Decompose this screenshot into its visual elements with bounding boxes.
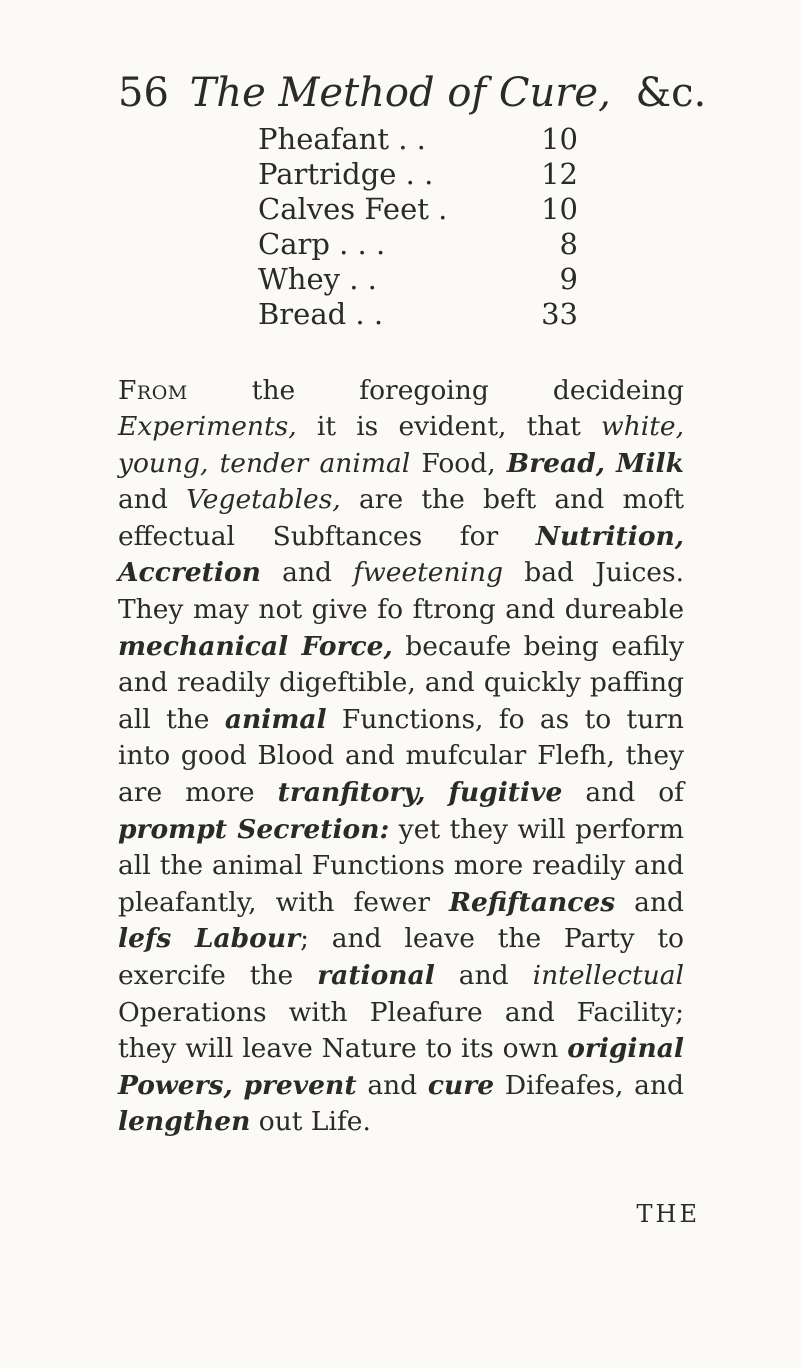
emphasis: tranfitory, (277, 777, 426, 809)
text-run: are the beft and moft effectual Subftances for (118, 484, 685, 552)
text-run: and (118, 484, 187, 516)
emphasis: fweetening (353, 557, 504, 589)
emphasis: fugitive (448, 777, 563, 809)
text-run: ; and leave the Party to exercife the (118, 923, 684, 991)
emphasis: mechanical Force, (118, 630, 393, 662)
running-title: The Method of Cure, (189, 70, 611, 116)
emphasis: Accretion (118, 557, 261, 589)
text-run: out Life. (250, 1106, 371, 1138)
text-run: bad Juices. They may not give fo ftrong and dureable (118, 557, 684, 626)
table-item: Calves Feet . (258, 192, 448, 226)
emphasis: prevent (243, 1069, 357, 1101)
body-paragraph (118, 373, 684, 1141)
running-title-etc: &c. (635, 70, 707, 116)
table-item: Carp . . . (258, 227, 386, 261)
emphasis: Nutrition, (535, 520, 684, 552)
emphasis: original Powers, (118, 1033, 684, 1101)
table-item: Whey . . (258, 262, 377, 296)
table-value: 10 (541, 192, 578, 226)
text-run: becaufe being eafily and readily digeftible, and quickly paffing all the (118, 630, 684, 735)
text-run: and of (562, 777, 684, 809)
text-run: Difeafes, and (494, 1069, 684, 1101)
emphasis: prompt Secretion: (118, 813, 390, 845)
table-row (258, 262, 578, 297)
lead-word: From (118, 374, 188, 406)
table-item: Pheafant . . (258, 122, 426, 156)
text-run: the foregoing decideing (187, 374, 684, 406)
table-value: 9 (559, 262, 578, 296)
emphasis: Refiftances (449, 886, 616, 918)
text-run: and (260, 557, 354, 589)
emphasis: lengthen (118, 1106, 251, 1138)
table-row (258, 122, 578, 157)
emphasis: Bread, (506, 447, 605, 479)
text-run (233, 1070, 244, 1101)
table-item: Partridge . . (258, 157, 434, 191)
table-value: 33 (541, 297, 578, 331)
emphasis: rational (317, 960, 435, 991)
emphasis: Milk (616, 447, 684, 479)
table-row (258, 157, 578, 192)
text-run: yet they will perform all the animal Functions more readily and pleafantly, with fewer (118, 813, 684, 918)
table-value: 12 (541, 157, 578, 191)
emphasis: Experiments, (118, 411, 297, 443)
table-row (258, 227, 578, 262)
emphasis: cure (427, 1069, 495, 1101)
text-run (605, 448, 616, 479)
text-run: Operations with Pleafure and Facility; they will leave Nature to its own (118, 996, 684, 1065)
text-run (426, 777, 449, 808)
text-run: and (615, 886, 684, 918)
text-run: it is evident, that (296, 411, 602, 443)
emphasis: lefs Labour (118, 923, 301, 955)
emphasis: intellectual (532, 960, 684, 991)
emphasis: Vegetables, (186, 484, 341, 516)
catchword: THE (636, 1200, 700, 1228)
table-value: 8 (559, 227, 578, 261)
nutrition-table (258, 122, 578, 332)
emphasis: white, young, tender animal (118, 411, 684, 479)
emphasis: animal (224, 703, 327, 735)
running-header (118, 68, 707, 118)
text-run: Functions, fo as to turn into good Blood and mufcular Flefh, they are more (118, 703, 684, 809)
table-row (258, 297, 578, 332)
text-run: and (356, 1069, 428, 1101)
text-run: and (434, 960, 533, 991)
table-row (258, 192, 578, 227)
table-value: 10 (541, 122, 578, 156)
page-number: 56 (118, 70, 169, 116)
table-item: Bread . . (258, 297, 384, 331)
text-run: Food, (410, 447, 507, 479)
